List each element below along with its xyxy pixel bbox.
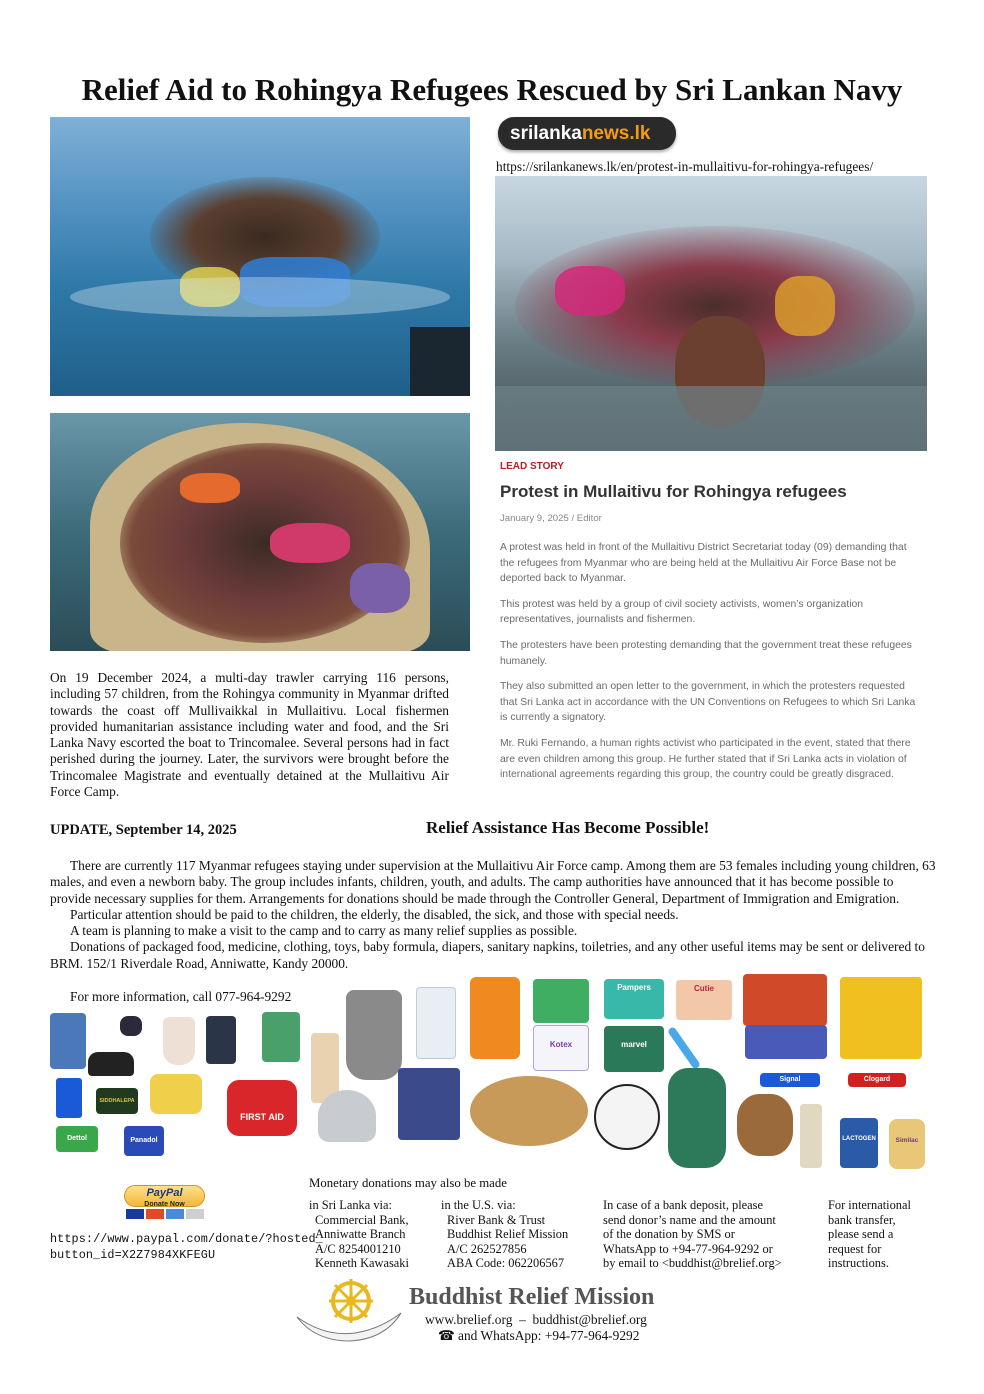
news-paragraph: The protesters have been protesting demanding that the government treat these refugees humanely. xyxy=(500,639,912,667)
dharma-wheel-logo xyxy=(295,1277,405,1343)
paypal-logo-pill: PayPal Donate Now xyxy=(124,1185,205,1207)
lactogen-box-image: LACTOGEN xyxy=(840,1118,878,1168)
kettle-image xyxy=(318,1090,376,1142)
dharma-wheel-hand-icon xyxy=(295,1277,405,1343)
footer-whatsapp: ☎ and WhatsApp: +94-77-964-9292 xyxy=(438,1328,640,1343)
update-paragraph: Donations of packaged food, medicine, clothing, toys, baby formula, diapers, sanitary napkins, toiletries, and any other useful items may be sent or delivered to BRM. 152/1 Riverdale Road, Anniwatte, Kandy 20000. xyxy=(50,939,925,971)
update-paragraph: A team is planning to make a visit to the camp and to carry as many relief supplies as possible. xyxy=(70,923,578,939)
sarongs-image xyxy=(398,1068,460,1140)
paypal-donate-button[interactable] xyxy=(124,1185,205,1220)
donation-international: For international bank transfer, please send a request for instructions. xyxy=(828,1198,911,1271)
rice-bag-image xyxy=(470,977,520,1059)
coloring-books-image xyxy=(840,977,922,1059)
dress-gray-image xyxy=(346,990,402,1080)
spray-bottle-image xyxy=(800,1104,822,1168)
phone-icon: ☎ xyxy=(438,1328,455,1343)
bank-card-icon xyxy=(186,1209,204,1219)
dettol-soap-image: Dettol xyxy=(56,1126,98,1152)
ointment-jar-image xyxy=(150,1074,202,1114)
news-logo: srilankanews.lk xyxy=(498,117,676,150)
news-paragraph: Mr. Ruki Fernando, a human rights activist who participated in the event, stated that there are even children among this group. He further stated that if Sri Lanka acts in violation of international agreements regarding this group, the country could be greatly disgraced. xyxy=(500,737,911,781)
shirt-image xyxy=(50,1013,86,1069)
cutie-pack-image: Cutie xyxy=(676,980,732,1020)
news-tag: LEAD STORY xyxy=(500,461,564,472)
page-title: Relief Aid to Rohingya Refugees Rescued by Sri Lankan Navy xyxy=(81,72,903,107)
news-body xyxy=(500,540,922,793)
baby-outfit-image xyxy=(262,1012,300,1062)
news-paragraph: They also submitted an open letter to the government, in which the protesters requested that Sri Lanka act in accordance with the UN Conventions on Refugees to which Sri Lanka is currently a signatory. xyxy=(500,681,916,724)
news-paragraph: A protest was held in front of the Mullaitivu District Secretariat today (09) demanding that the refugees from Myanmar who are being held at the Mullaitivu Air Force Base not be deported back to Myanmar. xyxy=(500,542,907,585)
notebooks-image xyxy=(743,974,827,1026)
mastercard-icon xyxy=(146,1209,164,1219)
pampers-pack-image: Pampers xyxy=(604,979,664,1019)
photo-boat-crowded xyxy=(50,413,470,651)
teddy-bear-image xyxy=(737,1094,793,1156)
info-line: For more information, call 077-964-9292 xyxy=(70,989,292,1004)
donation-deposit-note: In case of a bank deposit, please send donor’s name and the amount of the donation by SMS or WhatsApp to +94-77-964-9292 or by email to <buddhist@brelief.org> xyxy=(603,1198,782,1271)
photo-news-refugees xyxy=(495,176,927,451)
sanitary-pads-image xyxy=(533,979,589,1023)
stationery-image xyxy=(745,1025,827,1059)
shoes-image xyxy=(88,1052,134,1076)
amex-card-icon xyxy=(166,1209,184,1219)
similac-can-image: Similac xyxy=(889,1119,925,1169)
signal-toothpaste-image: Signal xyxy=(760,1073,820,1087)
update-paragraph: Particular attention should be paid to the children, the elderly, the disabled, the sick, and those with special needs. xyxy=(70,906,679,922)
news-byline: January 9, 2025 / Editor xyxy=(500,513,602,524)
paypal-url[interactable]: https://www.paypal.com/donate/?hosted_ button_id=X2Z7984XKFEGU xyxy=(50,1232,323,1262)
update-paragraph: There are currently 117 Myanmar refugees staying under supervision at the Mullaitivu Air Force camp. Among them are 53 females including young children, 63 males, and even a newborn baby. The group includes infants, children, youth, and adults. The camp authorities have announced that it has become possible to provide necessary supplies for them. Arrangements for donations should be made through the Controller General, Department of Immigration and Emigration. xyxy=(50,858,936,906)
donation-us: in the U.S. via: River Bank & Trust Buddhist Relief Mission A/C 262527856 ABA Code: 062206567 xyxy=(441,1198,569,1271)
news-paragraph: This protest was held by a group of civil society activists, women’s organization representatives, journalists and fishermen. xyxy=(500,598,864,626)
toothbrush-image xyxy=(667,1026,701,1070)
update-headline: Relief Assistance Has Become Possible! xyxy=(426,818,710,837)
baby-sleeper-image xyxy=(416,987,456,1059)
news-headline: Protest in Mullaitivu for Rohingya refugees xyxy=(500,482,847,501)
intro-paragraph: On 19 December 2024, a multi-day trawler carrying 116 persons, including 57 children, from the Rohingya community in Myanmar drifted towards the coast off Mullivaikkal in Mullaitivu. Local fishermen provided humanitarian assistance including water and food, and the Sri Lanka Navy escorted the boat to Trincomalee. Several persons had in fact perished during the journey. Later, the survivors were brought before the Trincomalee Magistrate and eventually detained at the Mullaitivu Air Force Camp. xyxy=(50,670,449,800)
razors-image xyxy=(56,1078,82,1118)
footer-org-name: Buddhist Relief Mission xyxy=(409,1284,655,1310)
kotex-pack-image: Kotex xyxy=(533,1025,589,1071)
panadol-box-image: Panadol xyxy=(124,1126,164,1156)
news-url[interactable]: https://srilankanews.lk/en/protest-in-mullaitivu-for-rohingya-refugees/ xyxy=(496,159,874,174)
footer-contact[interactable]: www.brelief.org – buddhist@brelief.org xyxy=(425,1312,647,1327)
update-body xyxy=(50,858,936,972)
grains-image xyxy=(470,1076,588,1146)
marvel-pack-image: marvel xyxy=(604,1026,664,1072)
siddhalepa-balm-image: SIDDHALEPA xyxy=(96,1088,138,1114)
dress-small-image xyxy=(163,1017,195,1065)
soccer-ball-image xyxy=(594,1084,660,1150)
clogard-toothpaste-image: Clogard xyxy=(848,1073,906,1087)
baby-shoes-image xyxy=(120,1016,142,1036)
update-label: UPDATE, September 14, 2025 xyxy=(50,822,237,838)
donation-sri-lanka: in Sri Lanka via: Commercial Bank, Anniwatte Branch A/C 8254001210 Kenneth Kawasaki xyxy=(309,1198,409,1271)
first-aid-kit-image: FIRST AID xyxy=(227,1080,297,1136)
donation-intro: Monetary donations may also be made xyxy=(309,1176,507,1190)
doll-image xyxy=(668,1068,726,1168)
visa-card-icon xyxy=(126,1209,144,1219)
kids-outfit-image xyxy=(206,1016,236,1064)
photo-boat-sinking xyxy=(50,117,470,396)
